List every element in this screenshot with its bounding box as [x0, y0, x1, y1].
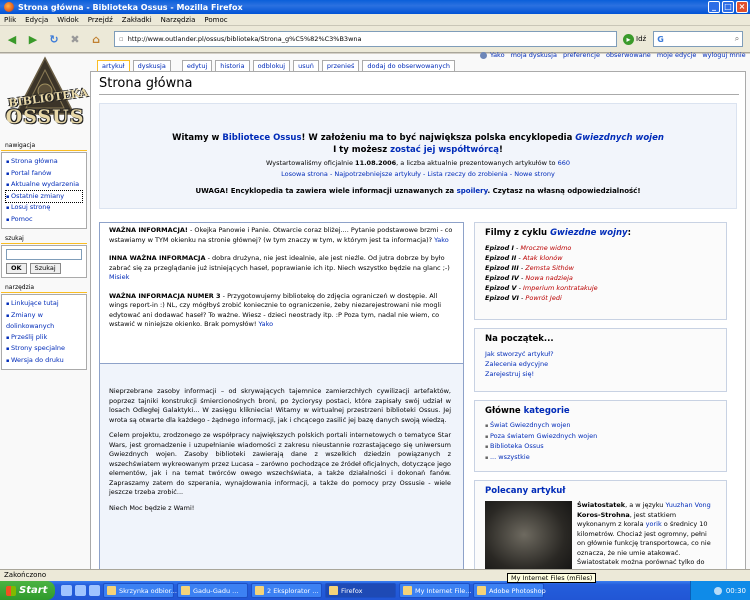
news-signature[interactable]: Yako: [258, 320, 274, 328]
welcome-text: Witamy w: [172, 133, 223, 143]
films-title-text: Filmy z cyklu: [485, 228, 551, 238]
films-box: [474, 222, 727, 320]
film-link[interactable]: Mroczne widmo: [520, 244, 572, 252]
quick-launch: [61, 585, 100, 596]
welcome-line2: [100, 144, 736, 156]
intro-paragraph-1: Nieprzebrane zasoby informacji – od skrywających tajemnice zamierzchłych cywilizacji artefaktów, poprzez tajniki konstrukcji śmiercionośnych broni, po życiorysy postaci, które zapisały swój udział w losach Odległej Galaktyki... W zasięgu klikniecia! Witamy w wirtualnej przestrzeni biblioteki Ossus. Jej wrota są otwarte dla każdego - żądnego informacji, jak i chcącego zasilić jej bazę danych swoją wiedzą.: [109, 387, 451, 424]
news-signature[interactable]: Misiek: [109, 273, 130, 281]
stop-icon[interactable]: ✖: [70, 32, 80, 46]
watchlist-link[interactable]: obserwowane: [605, 51, 651, 59]
go-label: Idź: [636, 35, 647, 43]
window-titlebar[interactable]: [0, 0, 750, 14]
news-column: [99, 222, 464, 582]
film-item: Epizod III - Zemsta Sithów: [485, 264, 574, 272]
tab-discussion[interactable]: dyskusja: [133, 60, 171, 71]
portlet-title: narzędzia: [1, 284, 87, 293]
menu-file[interactable]: Plik: [4, 15, 17, 24]
go-icon: ▸: [623, 34, 634, 45]
desktop-icon[interactable]: [61, 585, 72, 596]
sidebar-item-print[interactable]: ▪ Wersja do druku: [6, 355, 82, 367]
spoiler-warning: [100, 187, 736, 195]
close-button[interactable]: ×: [736, 1, 748, 13]
categories-list: [485, 421, 716, 463]
tab-history[interactable]: historia: [215, 60, 249, 71]
welcome-text: ! W założeniu ma to być największa polska encyklopedia: [301, 133, 576, 143]
menu-bar: [0, 14, 750, 26]
preferences-link[interactable]: preferencje: [562, 51, 600, 59]
categories-box: [474, 400, 727, 472]
welcome-text: !: [499, 145, 503, 155]
portlet-title: szukaj: [1, 235, 87, 244]
star-wars-link[interactable]: Gwiezdnych wojen: [575, 133, 664, 143]
list-item[interactable]: [485, 421, 716, 432]
task-button[interactable]: [325, 583, 396, 598]
menu-view[interactable]: Widok: [57, 15, 79, 24]
film-item: Epizod I - Mroczne widmo: [485, 244, 572, 252]
film-episode: Epizod II: [485, 254, 517, 262]
task-button[interactable]: [103, 583, 177, 598]
quick-links[interactable]: Losowa strona - Najpotrzebniejsze artykuły - Lista rzeczy do zrobienia - Nowe strony: [281, 170, 555, 178]
film-episode: Epizod I: [485, 244, 514, 252]
home-icon[interactable]: ⌂: [92, 32, 100, 46]
film-link[interactable]: Zemsta Sithów: [525, 264, 574, 272]
film-link[interactable]: Imperium kontratakuje: [523, 284, 598, 292]
film-link[interactable]: Powrót Jedi: [525, 294, 562, 302]
menu-tools[interactable]: Narzędzia: [160, 15, 196, 24]
search-engine-icon: G: [657, 34, 664, 44]
task-button[interactable]: [473, 583, 544, 598]
minimize-button[interactable]: _: [708, 1, 720, 13]
films-title-link[interactable]: Gwiezdne wojny: [550, 228, 628, 238]
ie-icon[interactable]: [75, 585, 86, 596]
search-bar[interactable]: [653, 31, 743, 47]
task-label: 2 Eksplorator ...: [267, 586, 319, 595]
become-contributor-link[interactable]: zostać jej współtwórcą: [390, 145, 500, 155]
category-link[interactable]: ... wszystkie: [489, 452, 530, 461]
taskbar: [0, 581, 750, 600]
gadu-icon: [181, 586, 190, 595]
intro-paragraph-3: Niech Moc będzie z Wami!: [109, 503, 195, 512]
news-heading: INNA WAŻNA INFORMACJA: [109, 254, 206, 262]
featured-term: Światostatek: [577, 501, 626, 509]
news-heading: WAŻNA INFORMACJA!: [109, 226, 188, 234]
explorer-icon[interactable]: [89, 585, 100, 596]
search-icon[interactable]: ⌕: [734, 34, 740, 43]
user-link[interactable]: Yako: [490, 51, 505, 59]
user-links: [480, 51, 746, 59]
getting-started-title: Na początek...: [485, 334, 554, 344]
category-link[interactable]: Biblioteka Ossus: [489, 442, 544, 450]
sidebar: [0, 142, 88, 376]
intro-box: [100, 363, 463, 583]
featured-text: [577, 501, 716, 577]
search-body: [1, 245, 87, 278]
spoilers-link[interactable]: spoilery: [456, 187, 488, 195]
tab-move[interactable]: przenieś: [322, 60, 360, 71]
featured-content: [485, 501, 716, 577]
getting-started-list: [485, 349, 716, 379]
editing-guidelines-link[interactable]: Zalecenia edycyjne: [485, 360, 549, 368]
sidebar-item-what-links[interactable]: ▪ Linkujące tutaj: [6, 298, 82, 310]
featured-text-part: , a w języku: [625, 501, 666, 509]
sidebar-item-related-changes[interactable]: ▪ Zmiany w dolinkowanych: [6, 310, 82, 332]
menu-edit[interactable]: Edycja: [25, 15, 49, 24]
register-link[interactable]: Zarejestruj się!: [485, 370, 535, 378]
folder-icon: [255, 586, 264, 595]
featured-text-part: o średnicy 10 kilometrów. Chociaż jest ogromny, pełni on głównie funkcję transportowca, co nie oznacza, że nie umie atakować. Światostatek można porównać tylko do: [577, 520, 711, 566]
category-link[interactable]: Świat Gwiezdnych wojen: [489, 421, 571, 429]
ossus-link[interactable]: Bibliotece Ossus: [222, 133, 302, 143]
category-link[interactable]: Poza światem Gwiezdnych wojen: [489, 431, 598, 440]
sidebar-item-random[interactable]: ▪ Losuj stronę: [6, 202, 82, 214]
search-button[interactable]: Szukaj: [30, 263, 61, 274]
news-item: [109, 226, 453, 245]
films-title: Filmy z cyklu Gwiezdne wojny:: [485, 228, 631, 238]
news-signature[interactable]: Yako: [434, 235, 449, 244]
featured-image[interactable]: [485, 501, 572, 576]
tools-list: [1, 294, 87, 370]
film-link[interactable]: Nowa nadzieja: [525, 274, 573, 282]
welcome-text: Wystartowaliśmy oficjalnie: [265, 159, 356, 167]
clock: 00:30: [725, 586, 746, 595]
sidebar-item-recent-changes[interactable]: ▪ Ostatnie zmiany: [6, 191, 82, 203]
welcome-box: [99, 103, 737, 209]
films-list: [485, 243, 716, 303]
tab-edit[interactable]: edytuj: [182, 60, 212, 71]
film-episode: Epizod V: [485, 284, 517, 292]
task-label: My Internet File...: [415, 586, 472, 595]
navigation-list: [1, 152, 87, 229]
reload-icon[interactable]: ↻: [49, 32, 59, 46]
navigation-portlet: [1, 142, 87, 229]
start-date: 11.08.2006: [355, 159, 397, 167]
search-portlet: [1, 235, 87, 278]
task-label: Gadu-Gadu ...: [193, 586, 239, 595]
news-text: - Okejka Panowie i Panie. Otwarcie coraz bliżej.... Pytanie podstawowe brzmi - co wstawiamy w TYM okienku na stronie głównej? (w tym znaczy w tym, w którym jest ta informacja)?: [109, 226, 453, 244]
my-contributions-link[interactable]: moje edycje: [656, 51, 697, 59]
my-talk-link[interactable]: moja dyskusja: [510, 51, 557, 59]
task-button[interactable]: [399, 583, 470, 598]
menu-bookmarks[interactable]: Zakładki: [121, 15, 152, 24]
sidebar-item-upload[interactable]: ▪ Prześlij plik: [6, 332, 82, 344]
web-page: [0, 51, 750, 569]
film-link[interactable]: Atak klonów: [522, 254, 563, 262]
film-item: Epizod V - Imperium kontratakuje: [485, 284, 598, 292]
tools-portlet: [1, 284, 87, 370]
task-label: Skrzynka odbior...: [119, 586, 177, 595]
ossus-logo[interactable]: [4, 56, 89, 136]
back-icon[interactable]: ◀: [7, 32, 17, 46]
welcome-text: , a liczba aktualnie prezentowanych artykułów to: [396, 159, 558, 167]
user-icon: [480, 52, 487, 59]
yuuzhan-vong-link[interactable]: Yuuzhan Vong: [665, 501, 711, 509]
list-item[interactable]: [485, 432, 716, 443]
warning-text: . Czytasz na własną odpowiedzialność!: [487, 187, 641, 195]
list-item[interactable]: [485, 442, 716, 453]
task-label: Firefox: [341, 586, 363, 595]
tab-unprotect[interactable]: odblokuj: [253, 60, 291, 71]
featured-title: Polecany artykuł: [485, 486, 566, 496]
address-bar[interactable]: [114, 31, 617, 47]
url-text: http://www.outlander.pl/ossus/biblioteka/Strona_g%C5%82%C3%B3wna: [127, 35, 362, 43]
news-heading: WAŻNA INFORMACJA NUMER 3: [109, 291, 221, 300]
search-ok-button[interactable]: OK: [6, 263, 27, 274]
files-icon: [403, 586, 412, 595]
page-icon: ▫: [119, 35, 124, 43]
featured-term: Koros-Strohna: [577, 510, 630, 519]
news-text: - dobra drużyna, nie jest idealnie, ale jest nieźle. Od jutra dobrze by było zabrać się za przeglądanie już istniejących haseł, poprawianie ich itp. Niech wszystko będzie na glanc ;-): [109, 254, 450, 272]
tab-watch[interactable]: dodaj do obserwowanych: [362, 60, 455, 71]
menu-help[interactable]: Pomoc: [204, 15, 228, 24]
tab-delete[interactable]: usuń: [293, 60, 319, 71]
featured-text-part: , jest statkiem wykonanym z korala: [577, 510, 677, 528]
tray-icon[interactable]: [714, 587, 722, 595]
portlet-title: nawigacja: [1, 142, 87, 151]
categories-title-text: Główne: [485, 406, 524, 416]
welcome-line3: [100, 159, 736, 167]
tab-article[interactable]: artykuł: [97, 60, 130, 71]
window-title: Strona główna - Biblioteka Ossus - Mozilla Firefox: [18, 2, 243, 12]
task-label: Adobe Photoshop: [489, 586, 546, 595]
welcome-text: I ty możesz: [333, 145, 391, 155]
firefox-icon: [329, 586, 338, 595]
intro-paragraph-2: Celem projektu, zrodzonego ze współpracy największych polskich portali internetowych o tematyce Star Wars, jest gromadzenie i uzupełnianie wiadomości z zakresu nieustannie rozrastającego się uniwersum Gwiezdnych wojen. Zasoby biblioteki zawierają dane z wszelkich dziedzin powiązanych z wszechświatem wykreowanym przez Lucasa – zarówno pochodzące ze źródeł oficjalnych, dotyczące jego elementów, jak i na temat twórców owego wszechświata, a także działalności i dokonań fanów. Zapraszamy zatem do szperania, wynajdowania informacji, a także do pomocy przy Ossusie - wiele jeszcze trzeba zrobić...: [109, 431, 451, 496]
film-episode: Epizod III: [485, 264, 519, 272]
logout-link[interactable]: wyloguj mnie: [702, 51, 746, 59]
maximize-button[interactable]: □: [722, 1, 734, 13]
sidebar-item-fan-portal[interactable]: ▪ Portal fanów: [6, 168, 82, 180]
welcome-line1: [100, 132, 736, 144]
tooltip: My Internet Files (mFiles): [507, 573, 596, 583]
start-label: Start: [19, 585, 48, 596]
sidebar-item-current-events[interactable]: ▪ Aktualne wydarzenia: [6, 179, 82, 191]
article-count-link[interactable]: 660: [557, 159, 571, 167]
page-tabs: [97, 60, 455, 71]
status-bar: Zakończono: [0, 569, 750, 581]
forward-icon[interactable]: ▶: [28, 32, 38, 46]
featured-article-box: [474, 480, 727, 572]
navigation-toolbar: [0, 26, 750, 53]
mail-icon: [107, 586, 116, 595]
content-area: [90, 71, 746, 571]
film-item: Epizod IV - Nowa nadzieja: [485, 274, 573, 282]
photoshop-icon: [477, 586, 486, 595]
logo-text-line1: BIBLIOTEKA: [7, 86, 89, 111]
sidebar-item-special-pages[interactable]: ▪ Strony specjalne: [6, 343, 82, 355]
news-box: [100, 223, 463, 363]
news-text: - Przygotowujemy bibliotekę do zdjęcia ograniczeń w dostępie. All wings report-in :) NL, czy mógłbyś zrobić koniecznie to ograniczenie, żeby niezarejestrowani nie mogli edytować ani dodawać haseł? To ważne. Wiesz - dzieci neostrady itp. :P Poza tym, nadal nie wiem, co wstawić w niniejsze okienko. Brak pomysłów!: [109, 291, 442, 328]
start-button[interactable]: [0, 581, 55, 600]
getting-started-box: [474, 328, 727, 392]
film-item: Epizod VI - Powrót Jedi: [485, 294, 562, 302]
warning-text: UWAGA! Encyklopedia ta zawiera wiele informacji uznawanych za: [195, 187, 457, 195]
menu-go[interactable]: Przejdź: [87, 15, 113, 24]
news-item: [109, 292, 453, 330]
task-button[interactable]: [177, 583, 248, 598]
go-button[interactable]: [623, 34, 646, 45]
news-item: [109, 254, 453, 283]
list-item[interactable]: [485, 453, 716, 464]
yorik-link[interactable]: yorik: [645, 520, 662, 528]
categories-link[interactable]: kategorie: [523, 406, 570, 416]
sidebar-item-help[interactable]: ▪ Pomoc: [6, 214, 82, 226]
search-input[interactable]: [6, 249, 82, 260]
logo-text-line2: OSSUS: [5, 106, 85, 128]
system-tray: [690, 581, 750, 600]
firefox-icon: [4, 2, 14, 12]
page-title: Strona główna: [99, 76, 739, 95]
film-item: Epizod II - Atak klonów: [485, 254, 563, 262]
categories-title: [485, 406, 716, 416]
windows-icon: [6, 586, 16, 596]
task-button[interactable]: [251, 583, 322, 598]
how-to-create-link[interactable]: Jak stworzyć artykuł?: [485, 350, 554, 358]
sidebar-item-main[interactable]: ▪ Strona główna: [6, 156, 82, 168]
film-episode: Epizod VI: [485, 294, 519, 302]
film-episode: Epizod IV: [485, 274, 519, 282]
